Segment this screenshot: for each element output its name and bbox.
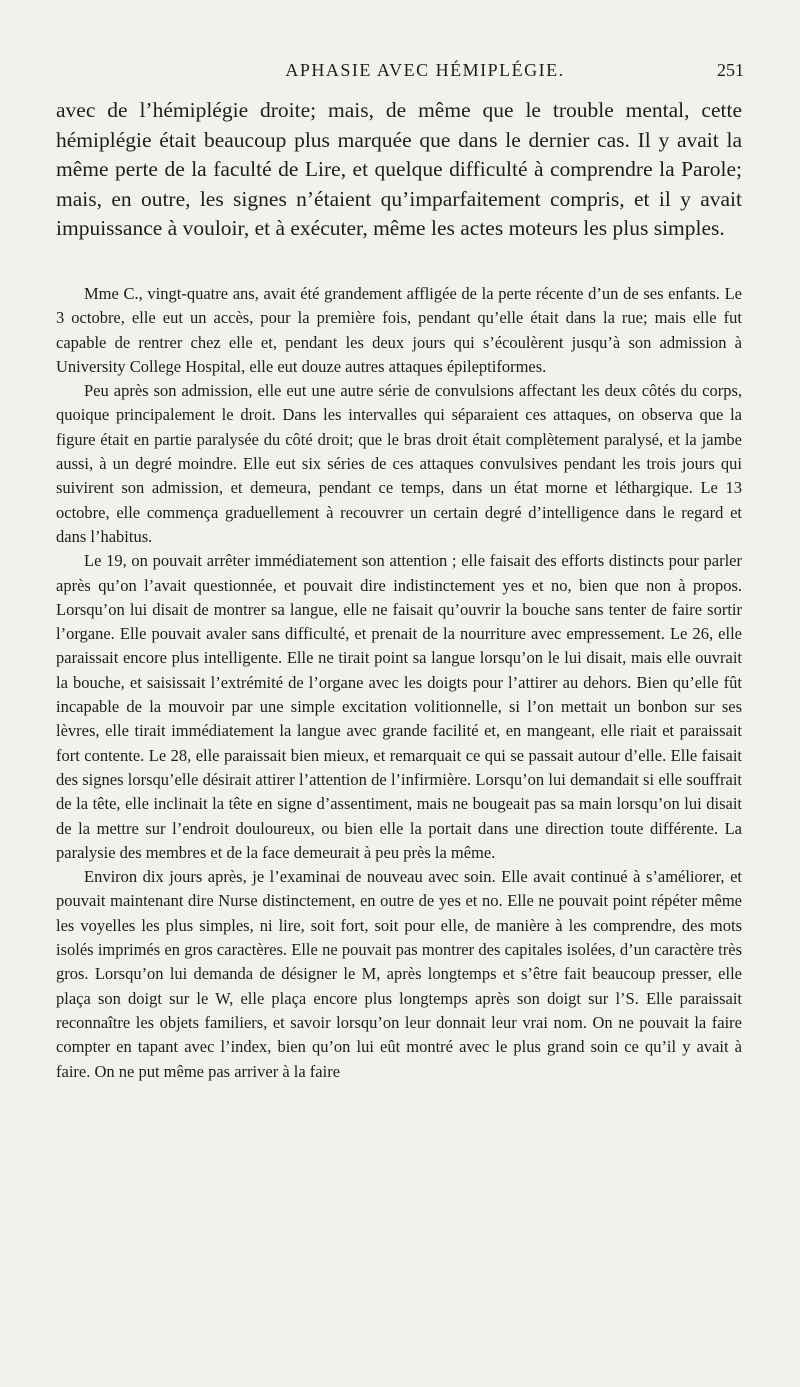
running-header (106, 60, 744, 84)
intro-text (56, 96, 742, 244)
case-paragraph-1: Mme C., vingt-quatre ans, avait été grandement affligée de la perte récente d’un de ses enfants. Le 3 octobre, elle eut un accès, pour la première fois, pendant qu’elle était dans la rue; mais elle fut capable de rentrer chez elle et, pendant les deux jours qui s’écoulèrent jusqu’à son admission à University College Hospital, elle eut douze autres attaques épileptiformes. (56, 284, 742, 376)
case-report (56, 282, 742, 1084)
page-number: 251 (717, 60, 744, 80)
case-paragraph-4: Environ dix jours après, je l’examinai de nouveau avec soin. Elle avait continué à s’améliorer, et pouvait maintenant dire Nurse distinctement, en outre de yes et no. Elle ne pouvait point répéter même les voyelles les plus simples, ni lire, soit fort, soit pour elle, de manière à les comprendre, des mots isolés imprimés en gros caractères. Elle ne pouvait pas montrer des capitales isolées, d’un caractère très gros. Lorsqu’on lui demanda de désigner le M, après longtemps et s’être fait beaucoup presser, elle plaça son doigt sur le W, elle plaça encore plus longtemps après son doigt sur l’S. Elle paraissait reconnaître les objets familiers, et savoir lorsqu’on leur donnait leur vrai nom. On ne pouvait la faire compter en tapant avec l’index, bien qu’on lui eût montré avec le plus grand soin ce qu’il y avait à faire. On ne put même pas arriver à la faire (56, 867, 742, 1081)
running-title: APHASIE AVEC HÉMIPLÉGIE. (285, 60, 565, 80)
case-paragraph-2: Peu après son admission, elle eut une autre série de convulsions affectant les deux côtés du corps, quoique principalement le droit. Dans les intervalles qui séparaient ces attaques, on observa que la figure était en partie paralysée du côté droit; que le bras droit était complètement paralysé, et la jambe aussi, à un degré moindre. Elle eut six séries de ces attaques convulsives pendant les trois jours qui suivirent son admission, et demeura, pendant ce temps, dans un état morne et léthargique. Le 13 octobre, elle commença graduellement à recouvrer un certain degré d’intelligence dans le regard et dans l’habitus. (56, 381, 742, 546)
case-paragraph-3: Le 19, on pouvait arrêter immédiatement son attention ; elle faisait des efforts distincts pour parler après qu’on l’avait questionnée, et pouvait dire indistinctement yes et no, bien que non à propos. Lorsqu’on lui disait de montrer sa langue, elle ne faisait qu’ouvrir la bouche sans tenter de faire sortir l’organe. Elle pouvait avaler sans difficulté, et prenait de la nourriture avec empressement. Le 26, elle paraissait encore plus intelligente. Elle ne tirait point sa langue lorsqu’on le lui disait, mais elle ouvrait la bouche, et saisissait l’extrémité de l’organe avec les doigts pour l’attirer au dehors. Bien qu’elle fût incapable de la mouvoir par une simple excitation volitionnelle, si l’on mettait un bonbon sur ses lèvres, elle tirait immédiatement la langue avec grande facilité et, en mangeant, elle riait et paraissait fort contente. Le 28, elle paraissait bien mieux, et remarquait ce qui se passait autour d’elle. Elle faisait des signes lorsqu’elle désirait attirer l’attention de l’infirmière. Lorsqu’on lui demandait si elle souffrait de la tête, elle inclinait la tête en signe d’assentiment, mais ne bougeait pas sa main lorsqu’on lui disait de la mettre sur l’endroit douloureux, ou bien elle la portait dans une direction toute différente. La paralysie des membres et de la face demeurait à peu près la même. (56, 551, 742, 862)
intro-paragraph: avec de l’hémiplégie droite; mais, de même que le trouble mental, cette hémiplégie était beaucoup plus marquée que dans le dernier cas. Il y avait la même perte de la faculté de Lire, et quelque difficulté à comprendre la Parole; mais, en outre, les signes n’étaient qu’imparfaitement compris, et il y avait impuissance à vouloir, et à exécuter, même les actes moteurs les plus simples. (56, 98, 742, 240)
